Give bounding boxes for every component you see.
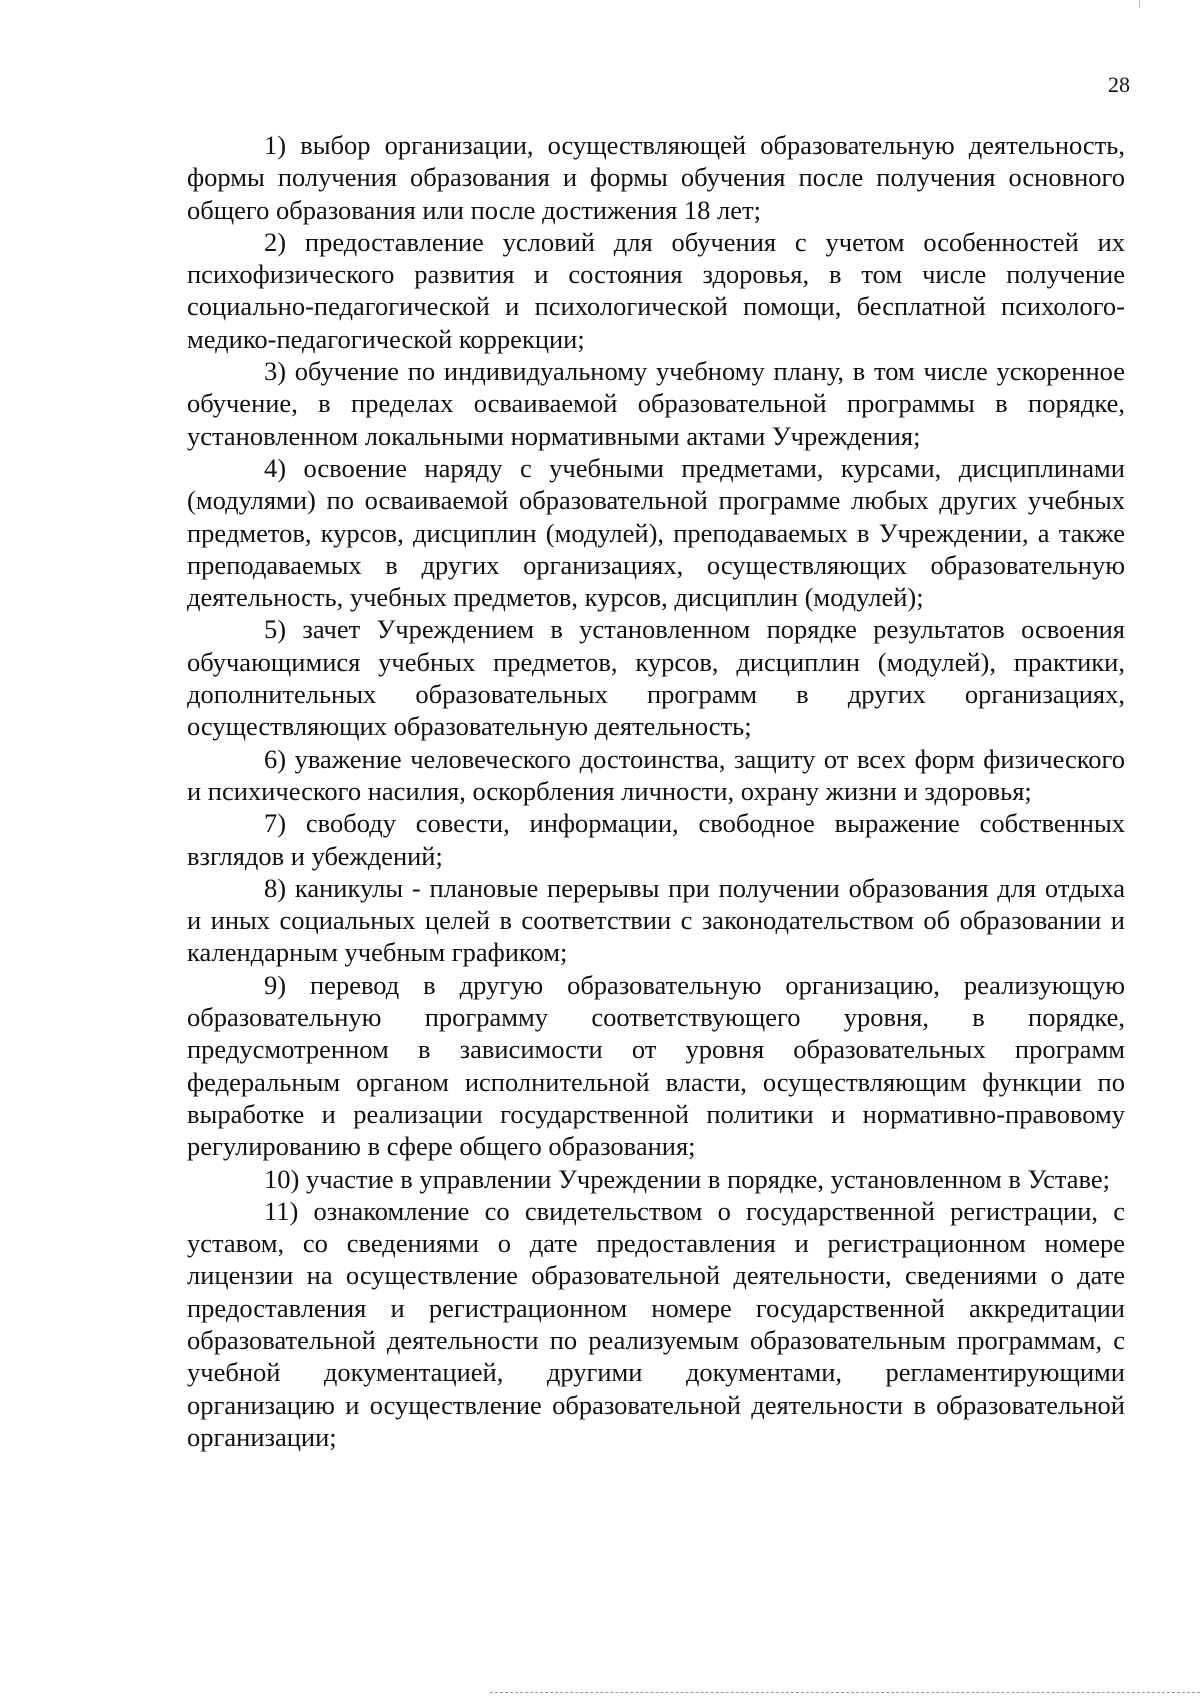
list-item: 10) участие в управлении Учреждении в порядке, установленном в Уставе; <box>264 1163 1111 1194</box>
scan-mark <box>1139 0 1140 8</box>
list-item: 8) каникулы - плановые перерывы при получении образования для отдыха и иных социальных целей в соответствии с законодательством об образовании и календарным учебным графиком; <box>187 872 1125 968</box>
footer-divider <box>490 1692 1200 1693</box>
document-body <box>187 129 1125 1453</box>
list-item: 3) обучение по индивидуальному учебному плану, в том числе ускоренное обучение, в пределах осваиваемой образовательной программы в порядке, установленном локальными нормативными актами Учреждения; <box>187 356 1125 451</box>
list-item: 11) ознакомление со свидетельством о государственной регистрации, с уставом, со сведениями о дате предоставления и регистрационном номере лицензии на осуществление образовательной деятельности, сведениями о дате предоставления и регистрационном номере государственной аккредитации образовательной деятельности по реализуемым образовательным программам, с учебной документацией, другими документами, регламентирующими организацию и осуществление образовательной деятельности в образовательной организации; <box>187 1195 1125 1452</box>
list-item: 5) зачет Учреждением в установленном порядке результатов освоения обучающимися учебных предметов, курсов, дисциплин (модулей), практики, дополнительных образовательных программ в других организациях, осуществляющих образовательную деятельность; <box>187 614 1125 742</box>
list-item: 6) уважение человеческого достоинства, защиту от всех форм физического и психического насилия, оскорбления личности, охрану жизни и здоровья; <box>187 743 1125 806</box>
page-number: 28 <box>1108 72 1130 97</box>
list-item: 9) перевод в другую образовательную организацию, реализующую образовательную программу соответствующего уровня, в порядке, предусмотренном в зависимости от уровня образовательных программ федеральным органом исполнительной власти, осуществляющим функции по выработке и реализации государственной политики и нормативно-правовому регулированию в сфере общего образования; <box>187 969 1125 1162</box>
list-item: 1) выбор организации, осуществляющей образовательную деятельность, формы получения образования и формы обучения после получения основного общего образования или после достижения 18 лет; <box>187 130 1125 225</box>
list-item: 2) предоставление условий для обучения с учетом особенностей их психофизического развития и состояния здоровья, в том числе получение социально-педагогической и психологической помощи, бесплатной психолого-медико-педагогической коррекции; <box>187 226 1125 354</box>
list-item: 4) освоение наряду с учебными предметами, курсами, дисциплинами (модулями) по осваиваемой образовательной программе любых других учебных предметов, курсов, дисциплин (модулей), преподаваемых в Учреждении, а также преподаваемых в других организациях, осуществляющих образовательную деятельность, учебных предметов, курсов, дисциплин (модулей); <box>187 452 1125 613</box>
list-item: 7) свободу совести, информации, свободное выражение собственных взглядов и убеждений; <box>187 808 1125 871</box>
